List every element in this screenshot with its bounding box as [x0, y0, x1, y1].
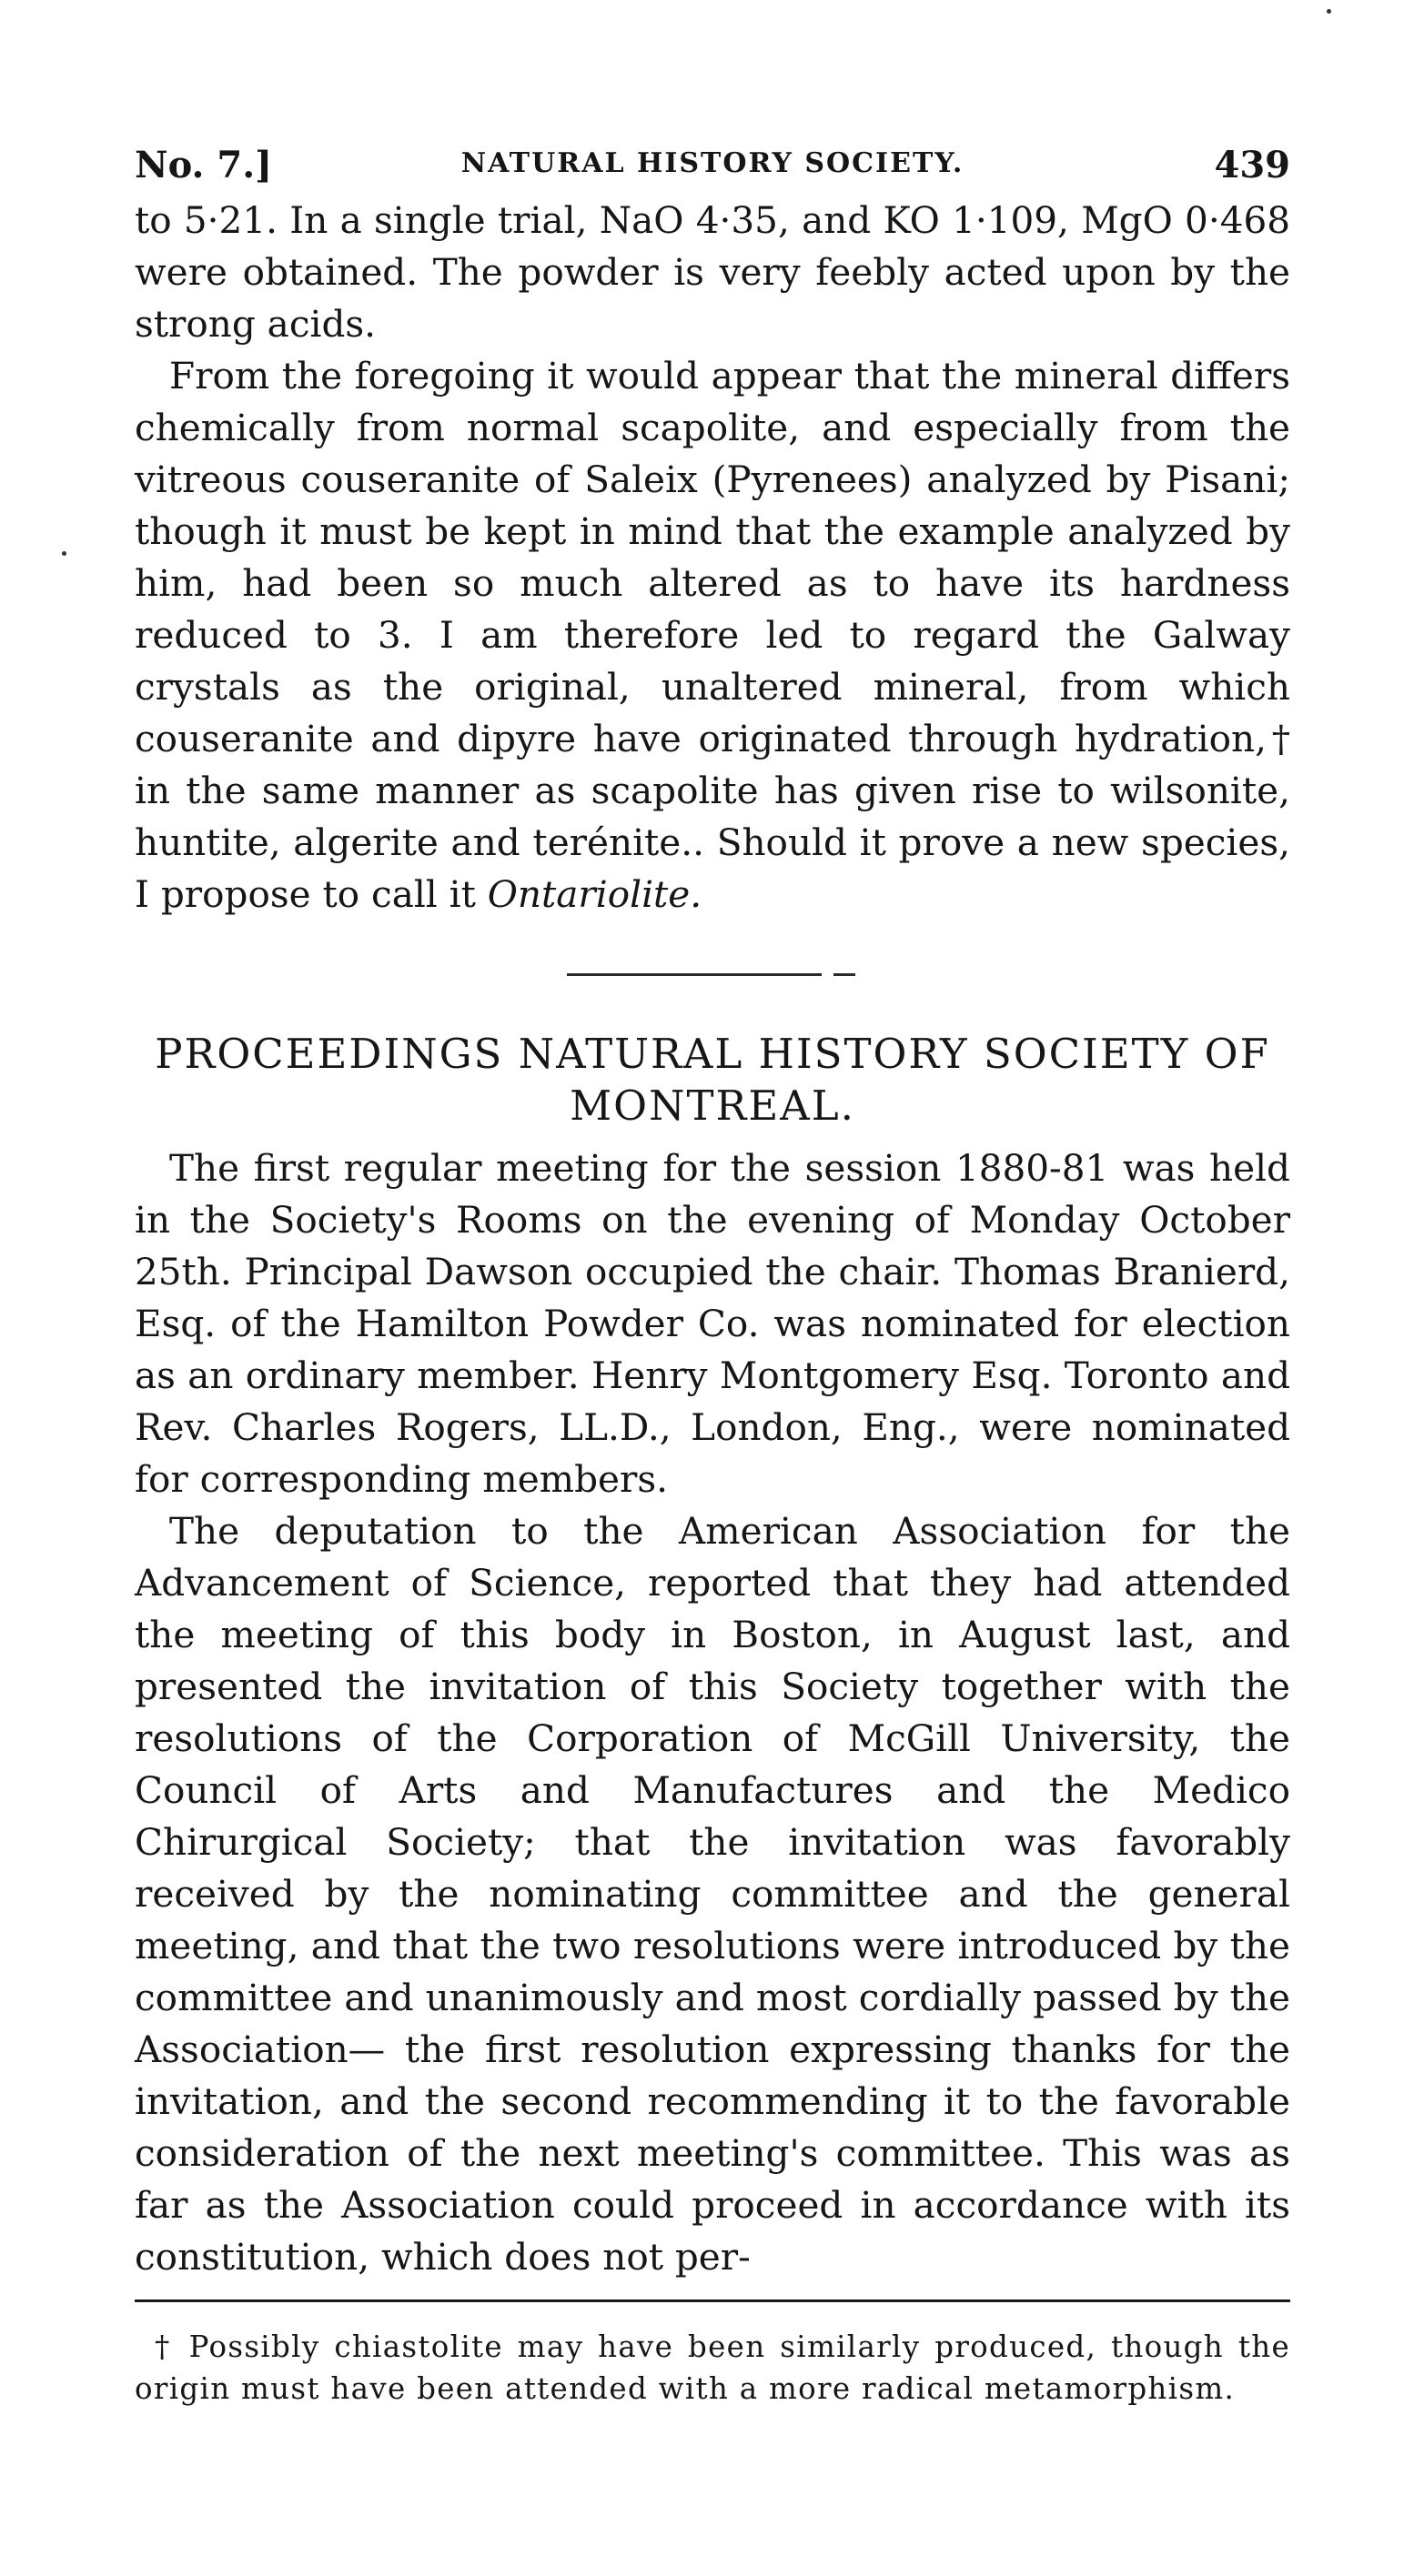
section-heading — [135, 1028, 1290, 1132]
document-page — [135, 136, 1290, 2440]
section-separator — [135, 921, 1290, 1028]
paragraph — [135, 350, 1290, 921]
issue-number: No. 7.] — [135, 144, 273, 186]
article-continuation — [135, 195, 1290, 921]
separator-dash — [833, 973, 855, 976]
running-head — [135, 136, 1290, 195]
paragraph-text: From the foregoing it would appear that the mineral differs chemically from normal scapolite, and especially from the vitreous couseranite of Saleix (Pyrenees) analyzed by Pisani; though it must be kept in mind that the example analyzed by him, had been so much altered as to have its hardness reduced to 3. I am therefore led to regard the Galway crystals as the original, unaltered mineral, from which couseranite and dipyre have originated through hydration,† in the same manner as scapolite has given rise to wilsonite, huntite, algerite and terénite.. Should it prove a new species, I propose to call it — [135, 354, 1290, 916]
paragraph: to 5·21. In a single trial, NaO 4·35, and KO 1·109, MgO 0·468 were obtained. The powder is very feebly acted upon by the strong acids. — [135, 198, 1290, 346]
heading-line-1: PROCEEDINGS NATURAL HISTORY SOCIETY OF — [155, 1030, 1270, 1078]
scan-speck — [62, 551, 66, 556]
scan-speck — [1327, 9, 1331, 14]
paragraph: The first regular meeting for the session 1880-81 was held in the Society's Rooms on the evening of Monday October 25th. Principal Dawson occupied the chair. Thomas Branierd, Esq. of the Hamilton Powder Co. was nominated for election as an ordinary member. Henry Montgomery Esq. Toronto and Rev. Charles Rogers, LL.D., London, Eng., were nominated for corresponding members. — [135, 1146, 1290, 1501]
proceedings-body — [135, 1142, 1290, 2283]
footnote-rule — [135, 2299, 1290, 2302]
separator-rule — [567, 973, 822, 976]
paragraph: The deputation to the American Association for the Advancement of Science, reported that they had attended the meeting of this body in Boston, in August last, and presented the invitation of this Society together with the resolutions of the Corporation of McGill University, the Council of Arts and Manufactures and the Medico Chirurgical Society; that the invitation was favorably received by the nominating committee and the general meeting, and that the two resolutions were introduced by the committee and unanimously and most cordially passed by the Association— the first resolution expressing thanks for the invitation, and the second recommending it to the favorable consideration of the next meeting's committee. This was as far as the Association could proceed in accordance with its constitution, which does not per- — [135, 1509, 1290, 2279]
proposed-mineral-name: Ontariolite. — [487, 872, 702, 916]
journal-title: NATURAL HISTORY SOCIETY. — [460, 147, 965, 179]
page-number: 439 — [1214, 144, 1290, 186]
heading-line-2: MONTREAL. — [570, 1082, 855, 1130]
footnote: † Possibly chiastolite may have been similarly produced, though the origin must have been attended with a more radical metamorphism. — [135, 2329, 1290, 2406]
